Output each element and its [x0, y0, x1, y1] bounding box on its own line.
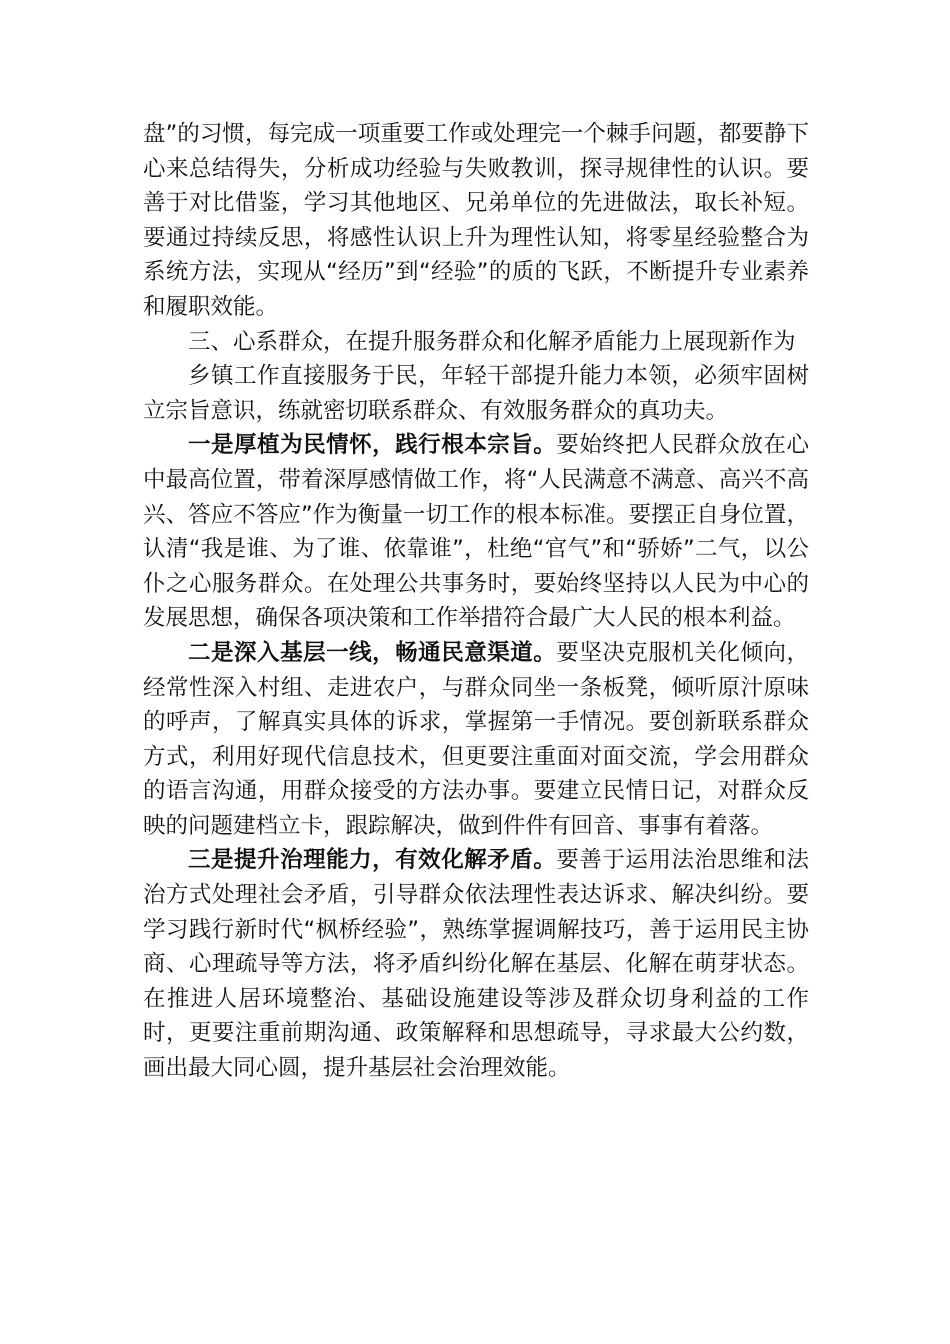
document-body	[143, 117, 809, 1086]
paragraph-text: 乡镇工作直接服务于民，年轻干部提升能力本领，必须牢固树立宗旨意识，练就密切联系群众、有效服务群众的真功夫。	[143, 363, 809, 424]
paragraph-lead: 二是深入基层一线，畅通民意渠道。	[188, 639, 557, 666]
paragraph-text: 要坚决克服机关化倾向，经常性深入村组、走进农户，与群众同坐一条板凳，倾听原汁原味的呼声，了解真实具体的诉求，掌握第一手情况。要创新联系群众方式，利用好现代信息技术，但更要注重面对面交流，学会用群众的语言沟通，用群众接受的方法办事。要建立民情日记，对群众反映的问题建档立卡，跟踪解决，做到件件有回音、事事有着落。	[143, 639, 809, 839]
paragraph-intro	[143, 359, 809, 428]
paragraph-text: 盘”的习惯，每完成一项重要工作或处理完一个棘手问题，都要静下心来总结得失，分析成功经验与失败教训，探寻规律性的认识。要善于对比借鉴，学习其他地区、兄弟单位的先进做法，取长补短。要通过持续反思，将感性认识上升为理性认知，将零星经验整合为系统方法，实现从“经历”到“经验”的质的飞跃，不断提升专业素养和履职效能。	[143, 121, 809, 320]
paragraph-text: 要善于运用法治思维和法治方式处理社会矛盾，引导群众依法理性表达诉求、解决纠纷。要学习践行新时代“枫桥经验”，熟练掌握调解技巧，善于运用民主协商、心理疏导等方法，将矛盾纠纷化解在基层、化解在萌芽状态。在推进人居环境整治、基础设施建设等涉及群众切身利益的工作时，更要注重前期沟通、政策解释和思想疏导，寻求最大公约数，画出最大同心圆，提升基层社会治理效能。	[143, 847, 809, 1082]
paragraph-point-1	[143, 428, 809, 636]
section-heading	[143, 325, 809, 360]
paragraph-point-3	[143, 843, 809, 1085]
paragraph-text: 要始终把人民群众放在心中最高位置，带着深厚感情做工作，将“人民满意不满意、高兴不高兴、答应不答应”作为衡量一切工作的根本标准。要摆正自身位置，认清“我是谁、为了谁、依靠谁”，杜绝“官气”和“骄娇”二气，以公仆之心服务群众。在处理公共事务时，要始终坚持以人民为中心的发展思想，确保各项决策和工作举措符合最广大人民的根本利益。	[143, 432, 809, 632]
paragraph-point-2	[143, 636, 809, 844]
section-heading-text: 三、心系群众，在提升服务群众和化解矛盾能力上展现新作为	[188, 328, 796, 355]
paragraph-lead: 三是提升治理能力，有效化解矛盾。	[188, 847, 557, 874]
paragraph-continuation	[143, 117, 809, 325]
paragraph-lead: 一是厚植为民情怀，践行根本宗旨。	[188, 432, 557, 459]
